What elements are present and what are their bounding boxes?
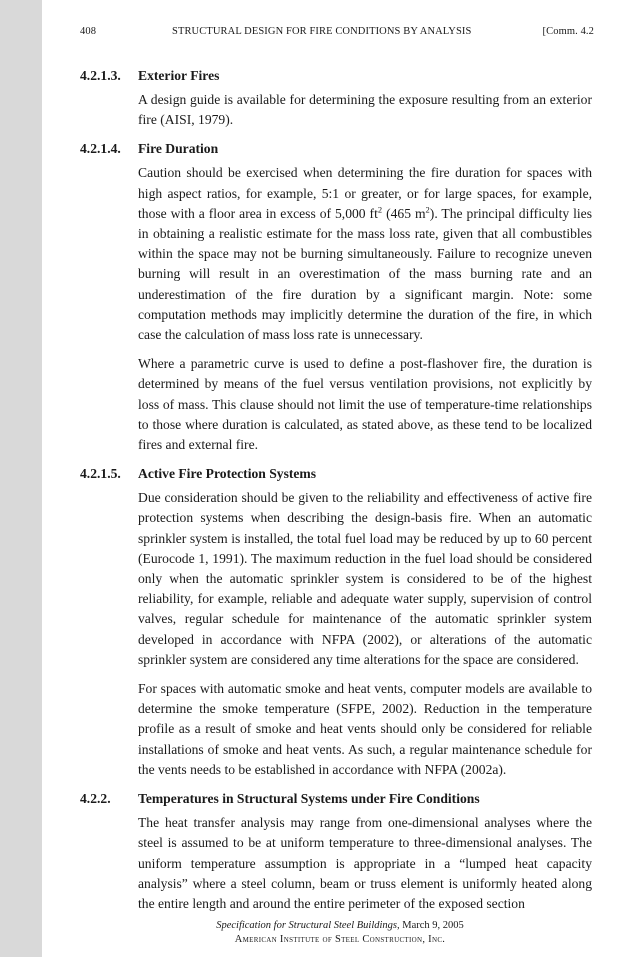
paragraph: A design guide is available for determining the exposure resulting from an exterior fire (AISI, 1979). [138,92,592,128]
paragraph: Due consideration should be given to the reliability and effectiveness of active fire protection systems when describing the design-basis fire. When an automatic sprinkler system is installed, the total fuel load may be reduced by up to 60 percent (Eurocode 1, 1991). The maximum reduction in the fuel load should be considered only when the automatic sprinkler system is considered to be of the highest reliability, for example, reliable and adequate water supply, supervision of control valves, regular schedule for maintenance of the automatic sprinkler system developed in accordance with NFPA (2002), or alterations of the automatic sprinkler system are considered any time alterations for the space are considered. [138,490,592,667]
paragraph: Where a parametric curve is used to define a post-flashover fire, the duration is determined by means of the fuel versus ventilation provisions, not explicitly by loss of mass. This clause should not limit the use of temperature-time relationships to those where duration is calculated, as stated above, as these tend to be localized fires and external fire. [138,356,592,453]
running-header [80,26,594,40]
text-run: (465 m [382,205,426,221]
spec-title: Specification for Structural Steel Buildings, [216,920,400,931]
section-heading-4-2-1-5 [80,464,592,484]
page-footer [42,919,638,947]
section-heading-4-2-2 [80,789,592,809]
commentary-reference: [Comm. 4.2 [542,26,594,37]
running-title: STRUCTURAL DESIGN FOR FIRE CONDITIONS BY ANALYSIS [172,26,472,37]
publisher-name: American Institute of Steel Construction, Inc. [234,934,446,945]
document-page [42,0,638,957]
section-number: 4.2.2. [80,791,111,807]
section-number: 4.2.1.4. [80,141,121,157]
section-heading-4-2-1-4 [80,139,592,159]
section-title: Exterior Fires [138,68,220,83]
section-title: Fire Duration [138,141,219,157]
footer-date: March 9, 2005 [399,920,464,931]
page-number: 408 [80,26,97,37]
page-gutter-strip [0,0,42,957]
footer-line-1 [42,919,638,933]
section-heading-4-2-1-3 [80,66,592,86]
section-title: Temperatures in Structural Systems under Fire Conditions [138,791,480,807]
section-number: 4.2.1.5. [80,466,121,482]
paragraph [138,163,592,345]
section-title: Active Fire Protection Systems [138,466,317,482]
superscript: 2 [377,204,383,215]
paragraph: The heat transfer analysis may range from one-dimensional analyses where the steel is assumed to be at uniform temperature to three-dimensional analyses. The uniform temperature assumption is appropriate in a “lumped heat capacity analysis” where a steel column, beam or truss element is uniformly heated along the entire length and around the entire perimeter of the exposed section [138,815,592,911]
section-number: 4.2.1.3. [80,68,121,83]
page-body [80,66,592,923]
superscript: 2 [425,204,430,215]
text-run: ). The principal difficulty lies in obtaining a realistic estimate for the mass loss rate, given that all combustibles within the space may not be burning simultaneously. Failure to recognize uneven burning will result in an overestimation of the mass burning rate and an underestimation of the fire duration by a significant margin. Note: some computation methods may implicitly determine the duration of the fire, in which case the calculation of mass loss rate is unnecessary. [138,205,592,343]
text-run: Caution should be exercised when determining the fire duration for spaces with high aspect ratios, for example, 5:1 or greater, or for large spaces, for example, those with a floor area in excess of 5,000 ft [138,165,592,221]
paragraph: For spaces with automatic smoke and heat vents, computer models are available to determine the smoke temperature (SFPE, 2002). Reduction in the temperature profile as a result of smoke and heat vents should only be considered for reliable installations of smoke and heat vents. As such, a regular maintenance schedule for the vents needs to be established in accordance with NFPA (2002a). [138,681,592,777]
